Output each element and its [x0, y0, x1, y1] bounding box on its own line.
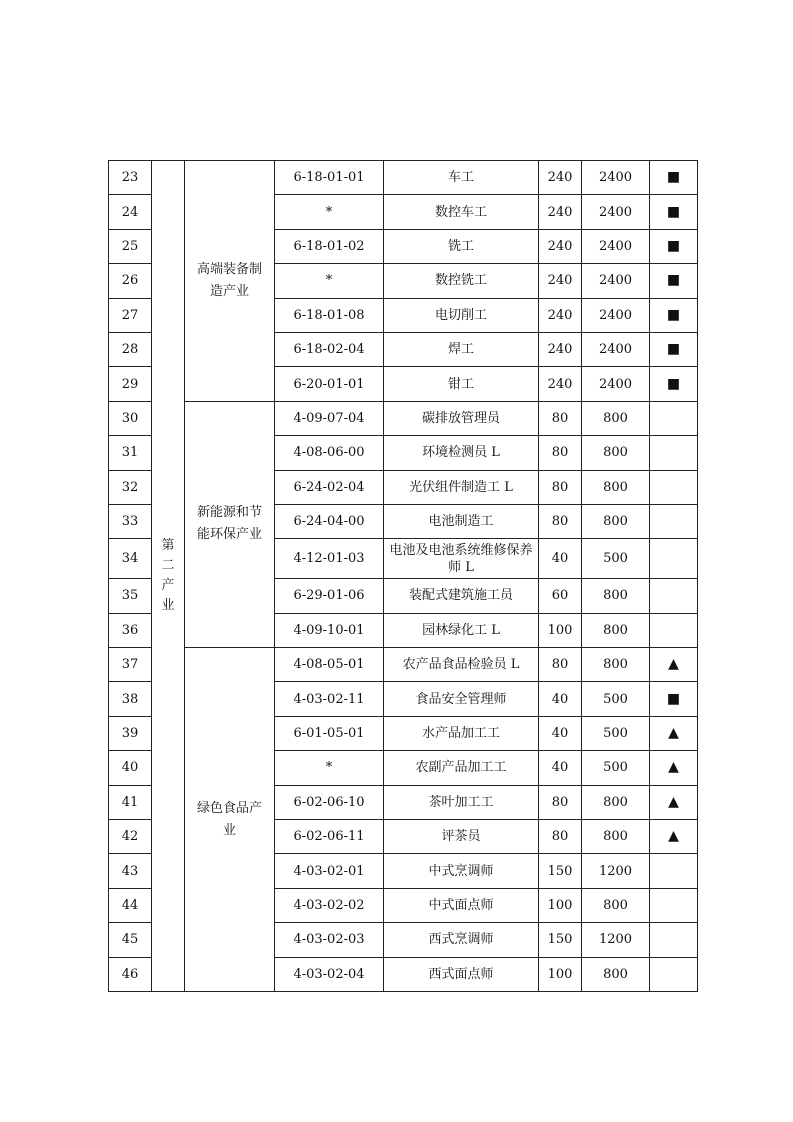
mark-symbol: ■ [650, 229, 698, 263]
industry-cell: 绿色食品产业 [185, 648, 275, 992]
row-number: 38 [109, 682, 152, 716]
mark-symbol: ■ [650, 332, 698, 366]
subsidy-amount: 500 [582, 539, 650, 579]
row-number: 34 [109, 539, 152, 579]
row-number: 44 [109, 888, 152, 922]
occupation-name: 电池制造工 [384, 504, 539, 538]
mark-symbol [650, 613, 698, 647]
row-number: 36 [109, 613, 152, 647]
occupation-name: 数控铣工 [384, 264, 539, 298]
mark-symbol [650, 470, 698, 504]
subsidy-amount: 800 [582, 401, 650, 435]
table-row [109, 161, 698, 195]
occupation-code: * [275, 195, 384, 229]
occupation-name: 评茶员 [384, 820, 539, 854]
occupation-code: * [275, 264, 384, 298]
sector-label: 第 二 产 业 [161, 537, 175, 613]
occupation-code: 4-09-07-04 [275, 401, 384, 435]
mark-symbol: ■ [650, 298, 698, 332]
occupation-code: 6-24-04-00 [275, 504, 384, 538]
occupation-code: 6-02-06-10 [275, 785, 384, 819]
subsidy-amount: 1200 [582, 923, 650, 957]
industry-cell: 新能源和节能环保产业 [185, 401, 275, 647]
row-number: 45 [109, 923, 152, 957]
subsidy-amount: 800 [582, 504, 650, 538]
table-row [109, 401, 698, 435]
occupation-code: 4-08-06-00 [275, 436, 384, 470]
occupation-table [108, 160, 698, 992]
occupation-name: 中式面点师 [384, 888, 539, 922]
occupation-code: 6-24-02-04 [275, 470, 384, 504]
training-hours: 80 [539, 820, 582, 854]
mark-symbol: ■ [650, 161, 698, 195]
mark-symbol: ▲ [650, 716, 698, 750]
occupation-code: 6-18-01-08 [275, 298, 384, 332]
row-number: 40 [109, 751, 152, 785]
mark-symbol [650, 504, 698, 538]
mark-symbol: ■ [650, 264, 698, 298]
row-number: 28 [109, 332, 152, 366]
occupation-code: 4-12-01-03 [275, 539, 384, 579]
mark-symbol: ▲ [650, 785, 698, 819]
subsidy-amount: 2400 [582, 298, 650, 332]
occupation-name: 水产品加工工 [384, 716, 539, 750]
occupation-code: 4-03-02-02 [275, 888, 384, 922]
subsidy-amount: 800 [582, 957, 650, 991]
subsidy-amount: 800 [582, 785, 650, 819]
sector-cell [152, 161, 185, 992]
row-number: 43 [109, 854, 152, 888]
training-hours: 240 [539, 298, 582, 332]
occupation-name: 电切削工 [384, 298, 539, 332]
subsidy-amount: 800 [582, 888, 650, 922]
mark-symbol: ■ [650, 682, 698, 716]
occupation-name: 装配式建筑施工员 [384, 579, 539, 613]
occupation-code: 4-03-02-11 [275, 682, 384, 716]
occupation-name: 农产品食品检验员 L [384, 648, 539, 682]
training-hours: 150 [539, 923, 582, 957]
subsidy-amount: 2400 [582, 161, 650, 195]
training-hours: 80 [539, 648, 582, 682]
row-number: 32 [109, 470, 152, 504]
mark-symbol [650, 854, 698, 888]
row-number: 26 [109, 264, 152, 298]
subsidy-amount: 2400 [582, 332, 650, 366]
row-number: 42 [109, 820, 152, 854]
subsidy-amount: 500 [582, 682, 650, 716]
training-hours: 40 [539, 682, 582, 716]
training-hours: 80 [539, 504, 582, 538]
training-hours: 40 [539, 539, 582, 579]
occupation-code: 6-02-06-11 [275, 820, 384, 854]
occupation-name: 碳排放管理员 [384, 401, 539, 435]
mark-symbol: ■ [650, 195, 698, 229]
row-number: 37 [109, 648, 152, 682]
mark-symbol [650, 957, 698, 991]
occupation-code: 4-03-02-04 [275, 957, 384, 991]
mark-symbol: ▲ [650, 820, 698, 854]
occupation-name: 电池及电池系统维修保养师 L [384, 539, 539, 579]
occupation-code: 4-08-05-01 [275, 648, 384, 682]
occupation-name: 光伏组件制造工 L [384, 470, 539, 504]
occupation-name: 环境检测员 L [384, 436, 539, 470]
occupation-name: 铣工 [384, 229, 539, 263]
training-hours: 40 [539, 716, 582, 750]
occupation-code: 6-18-01-02 [275, 229, 384, 263]
occupation-name: 车工 [384, 161, 539, 195]
subsidy-amount: 800 [582, 470, 650, 504]
training-hours: 60 [539, 579, 582, 613]
row-number: 23 [109, 161, 152, 195]
table-body [109, 161, 698, 992]
subsidy-amount: 800 [582, 436, 650, 470]
occupation-name: 农副产品加工工 [384, 751, 539, 785]
row-number: 35 [109, 579, 152, 613]
mark-symbol [650, 436, 698, 470]
occupation-code: 4-03-02-03 [275, 923, 384, 957]
subsidy-amount: 500 [582, 751, 650, 785]
mark-symbol [650, 923, 698, 957]
training-hours: 240 [539, 229, 582, 263]
occupation-name: 数控车工 [384, 195, 539, 229]
industry-cell: 高端装备制造产业 [185, 161, 275, 402]
occupation-name: 焊工 [384, 332, 539, 366]
row-number: 33 [109, 504, 152, 538]
training-hours: 240 [539, 367, 582, 401]
row-number: 39 [109, 716, 152, 750]
mark-symbol [650, 539, 698, 579]
occupation-name: 钳工 [384, 367, 539, 401]
training-hours: 240 [539, 195, 582, 229]
training-hours: 240 [539, 161, 582, 195]
mark-symbol [650, 579, 698, 613]
occupation-name: 食品安全管理师 [384, 682, 539, 716]
training-hours: 240 [539, 264, 582, 298]
row-number: 46 [109, 957, 152, 991]
occupation-code: 4-03-02-01 [275, 854, 384, 888]
mark-symbol: ▲ [650, 751, 698, 785]
row-number: 24 [109, 195, 152, 229]
training-hours: 80 [539, 785, 582, 819]
subsidy-amount: 500 [582, 716, 650, 750]
occupation-code: 6-29-01-06 [275, 579, 384, 613]
subsidy-amount: 1200 [582, 854, 650, 888]
subsidy-amount: 800 [582, 820, 650, 854]
training-hours: 100 [539, 613, 582, 647]
occupation-code: 6-20-01-01 [275, 367, 384, 401]
training-hours: 240 [539, 332, 582, 366]
mark-symbol [650, 401, 698, 435]
row-number: 41 [109, 785, 152, 819]
training-hours: 100 [539, 888, 582, 922]
subsidy-amount: 2400 [582, 367, 650, 401]
mark-symbol [650, 888, 698, 922]
occupation-code: 6-18-02-04 [275, 332, 384, 366]
occupation-name: 西式面点师 [384, 957, 539, 991]
occupation-name: 西式烹调师 [384, 923, 539, 957]
row-number: 29 [109, 367, 152, 401]
training-hours: 80 [539, 436, 582, 470]
subsidy-amount: 800 [582, 613, 650, 647]
occupation-code: 4-09-10-01 [275, 613, 384, 647]
occupation-code: * [275, 751, 384, 785]
mark-symbol: ▲ [650, 648, 698, 682]
training-hours: 80 [539, 401, 582, 435]
subsidy-amount: 2400 [582, 264, 650, 298]
subsidy-amount: 800 [582, 648, 650, 682]
training-hours: 150 [539, 854, 582, 888]
training-hours: 100 [539, 957, 582, 991]
row-number: 25 [109, 229, 152, 263]
subsidy-amount: 2400 [582, 195, 650, 229]
row-number: 27 [109, 298, 152, 332]
occupation-name: 中式烹调师 [384, 854, 539, 888]
subsidy-amount: 800 [582, 579, 650, 613]
occupation-name: 园林绿化工 L [384, 613, 539, 647]
occupation-code: 6-01-05-01 [275, 716, 384, 750]
training-hours: 40 [539, 751, 582, 785]
row-number: 31 [109, 436, 152, 470]
mark-symbol: ■ [650, 367, 698, 401]
occupation-name: 茶叶加工工 [384, 785, 539, 819]
occupation-code: 6-18-01-01 [275, 161, 384, 195]
row-number: 30 [109, 401, 152, 435]
table-row [109, 648, 698, 682]
training-hours: 80 [539, 470, 582, 504]
subsidy-amount: 2400 [582, 229, 650, 263]
